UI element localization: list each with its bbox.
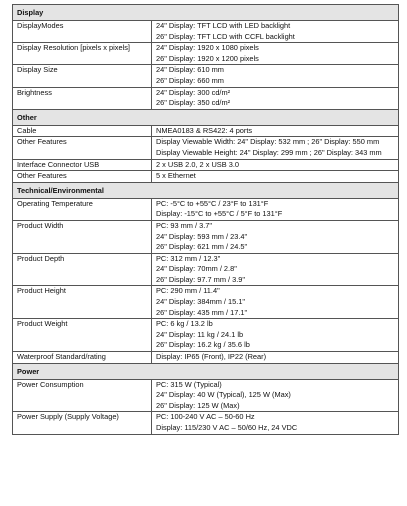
spec-value-line: PC: 312 mm / 12.3" [156, 253, 221, 263]
spec-value [152, 159, 399, 171]
spec-value-line: 26" Display: TFT LCD with CCFL backlight [156, 31, 295, 41]
spec-value-line: Display: -15°C to +55°C / 5°F to 131°F [156, 209, 283, 219]
spec-value-line: PC: 100-240 V AC – 50-60 Hz [156, 412, 255, 422]
spec-value-line: NMEA0183 & RS422: 4 ports [156, 125, 253, 135]
spec-value [152, 352, 399, 364]
spec-value-line: Display Viewable Height: 24" Display: 299 mm ; 26" Display: 343 mm [156, 147, 382, 157]
spec-value-line: 24" Display: 384mm / 15.1" [156, 297, 246, 307]
spec-table-body [13, 5, 399, 435]
spec-label: Product Height [13, 286, 152, 319]
section-title: Display [13, 5, 399, 21]
spec-value-line: 24" Display: 593 mm / 23.4" [156, 231, 248, 241]
spec-value-line: 26" Display: 435 mm / 17.1" [156, 307, 248, 317]
spec-value-line: 24" Display: 70mm / 2.8" [156, 264, 237, 274]
spec-value-line: Display: IP65 (Front), IP22 (Rear) [156, 352, 267, 362]
spec-value-line: 26" Display: 1920 x 1200 pixels [156, 53, 259, 63]
spec-value [152, 43, 399, 65]
spec-value-line: PC: 290 mm / 11.4" [156, 286, 220, 296]
section-header [13, 109, 399, 125]
spec-value-line: 26" Display: 350 cd/m² [156, 98, 231, 108]
section-title: Technical/Environmental [13, 182, 399, 198]
spec-value [152, 137, 399, 159]
table-row [13, 159, 399, 171]
table-row [13, 253, 399, 286]
spec-value [152, 65, 399, 87]
table-row [13, 137, 399, 159]
table-row [13, 352, 399, 364]
section-header [13, 182, 399, 198]
spec-value-line: Display Viewable Width: 24" Display: 532 mm ; 26" Display: 550 mm [156, 137, 380, 147]
spec-value-line: 24" Display: TFT LCD with LED backlight [156, 21, 291, 30]
spec-label: Product Depth [13, 253, 152, 286]
section-header [13, 5, 399, 21]
spec-label: Waterproof Standard/rating [13, 352, 152, 364]
spec-value [152, 319, 399, 352]
spec-label: Interface Connector USB [13, 159, 152, 171]
spec-label: Display Resolution [pixels x pixels] [13, 43, 152, 65]
spec-value [152, 21, 399, 43]
section-header [13, 363, 399, 379]
table-row [13, 65, 399, 87]
table-row [13, 319, 399, 352]
spec-value [152, 253, 399, 286]
table-row [13, 21, 399, 43]
spec-value-line: 26" Display: 660 mm [156, 75, 224, 85]
table-row [13, 171, 399, 183]
spec-value [152, 198, 399, 220]
spec-value [152, 286, 399, 319]
spec-value-line: 24" Display: 1920 x 1080 pixels [156, 43, 259, 53]
section-title: Power [13, 363, 399, 379]
table-row [13, 379, 399, 412]
spec-label: Product Weight [13, 319, 152, 352]
spec-label: DisplayModes [13, 21, 152, 43]
table-row [13, 87, 399, 109]
spec-value [152, 87, 399, 109]
spec-value [152, 379, 399, 412]
table-row [13, 198, 399, 220]
spec-value-line: 2 x USB 2.0, 2 x USB 3.0 [156, 159, 239, 169]
spec-value-line: 26" Display: 16.2 kg / 35.6 lb [156, 340, 250, 350]
spec-value-line: 24" Display: 11 kg / 24.1 lb [156, 329, 244, 339]
spec-value-line: PC: 315 W (Typical) [156, 379, 222, 389]
spec-value-line: 24" Display: 610 mm [156, 65, 224, 75]
spec-value [152, 171, 399, 183]
spec-value-line: PC: -5°C to +55°C / 23°F to 131°F [156, 198, 269, 208]
table-row [13, 43, 399, 65]
spec-value-line: 26" Display: 97.7 mm / 3.9" [156, 274, 246, 284]
spec-value-line: 5 x Ethernet [156, 171, 196, 181]
table-row [13, 220, 399, 253]
spec-value-line: 24" Display: 300 cd/m² [156, 87, 231, 97]
table-row [13, 286, 399, 319]
spec-label: Cable [13, 125, 152, 137]
spec-label: Operating Temperature [13, 198, 152, 220]
spec-table [12, 4, 399, 435]
spec-value [152, 220, 399, 253]
table-row [13, 125, 399, 137]
spec-value-line: Display: 115/230 V AC – 50/60 Hz, 24 VDC [156, 423, 298, 432]
spec-value-line: PC: 6 kg / 13.2 lb [156, 319, 213, 329]
spec-value-line: PC: 93 mm / 3.7" [156, 220, 213, 230]
spec-label: Power Supply (Supply Voltage) [13, 412, 152, 434]
spec-value-line: 24" Display: 40 W (Typical), 125 W (Max) [156, 390, 291, 400]
spec-label: Power Consumption [13, 379, 152, 412]
table-row [13, 412, 399, 434]
spec-label: Brightness [13, 87, 152, 109]
spec-label: Other Features [13, 171, 152, 183]
spec-label: Other Features [13, 137, 152, 159]
spec-label: Display Size [13, 65, 152, 87]
spec-value [152, 125, 399, 137]
spec-value [152, 412, 399, 434]
spec-value-line: 26" Display: 621 mm / 24.5" [156, 242, 248, 252]
spec-label: Product Width [13, 220, 152, 253]
section-title: Other [13, 109, 399, 125]
spec-value-line: 26" Display: 125 W (Max) [156, 400, 240, 410]
